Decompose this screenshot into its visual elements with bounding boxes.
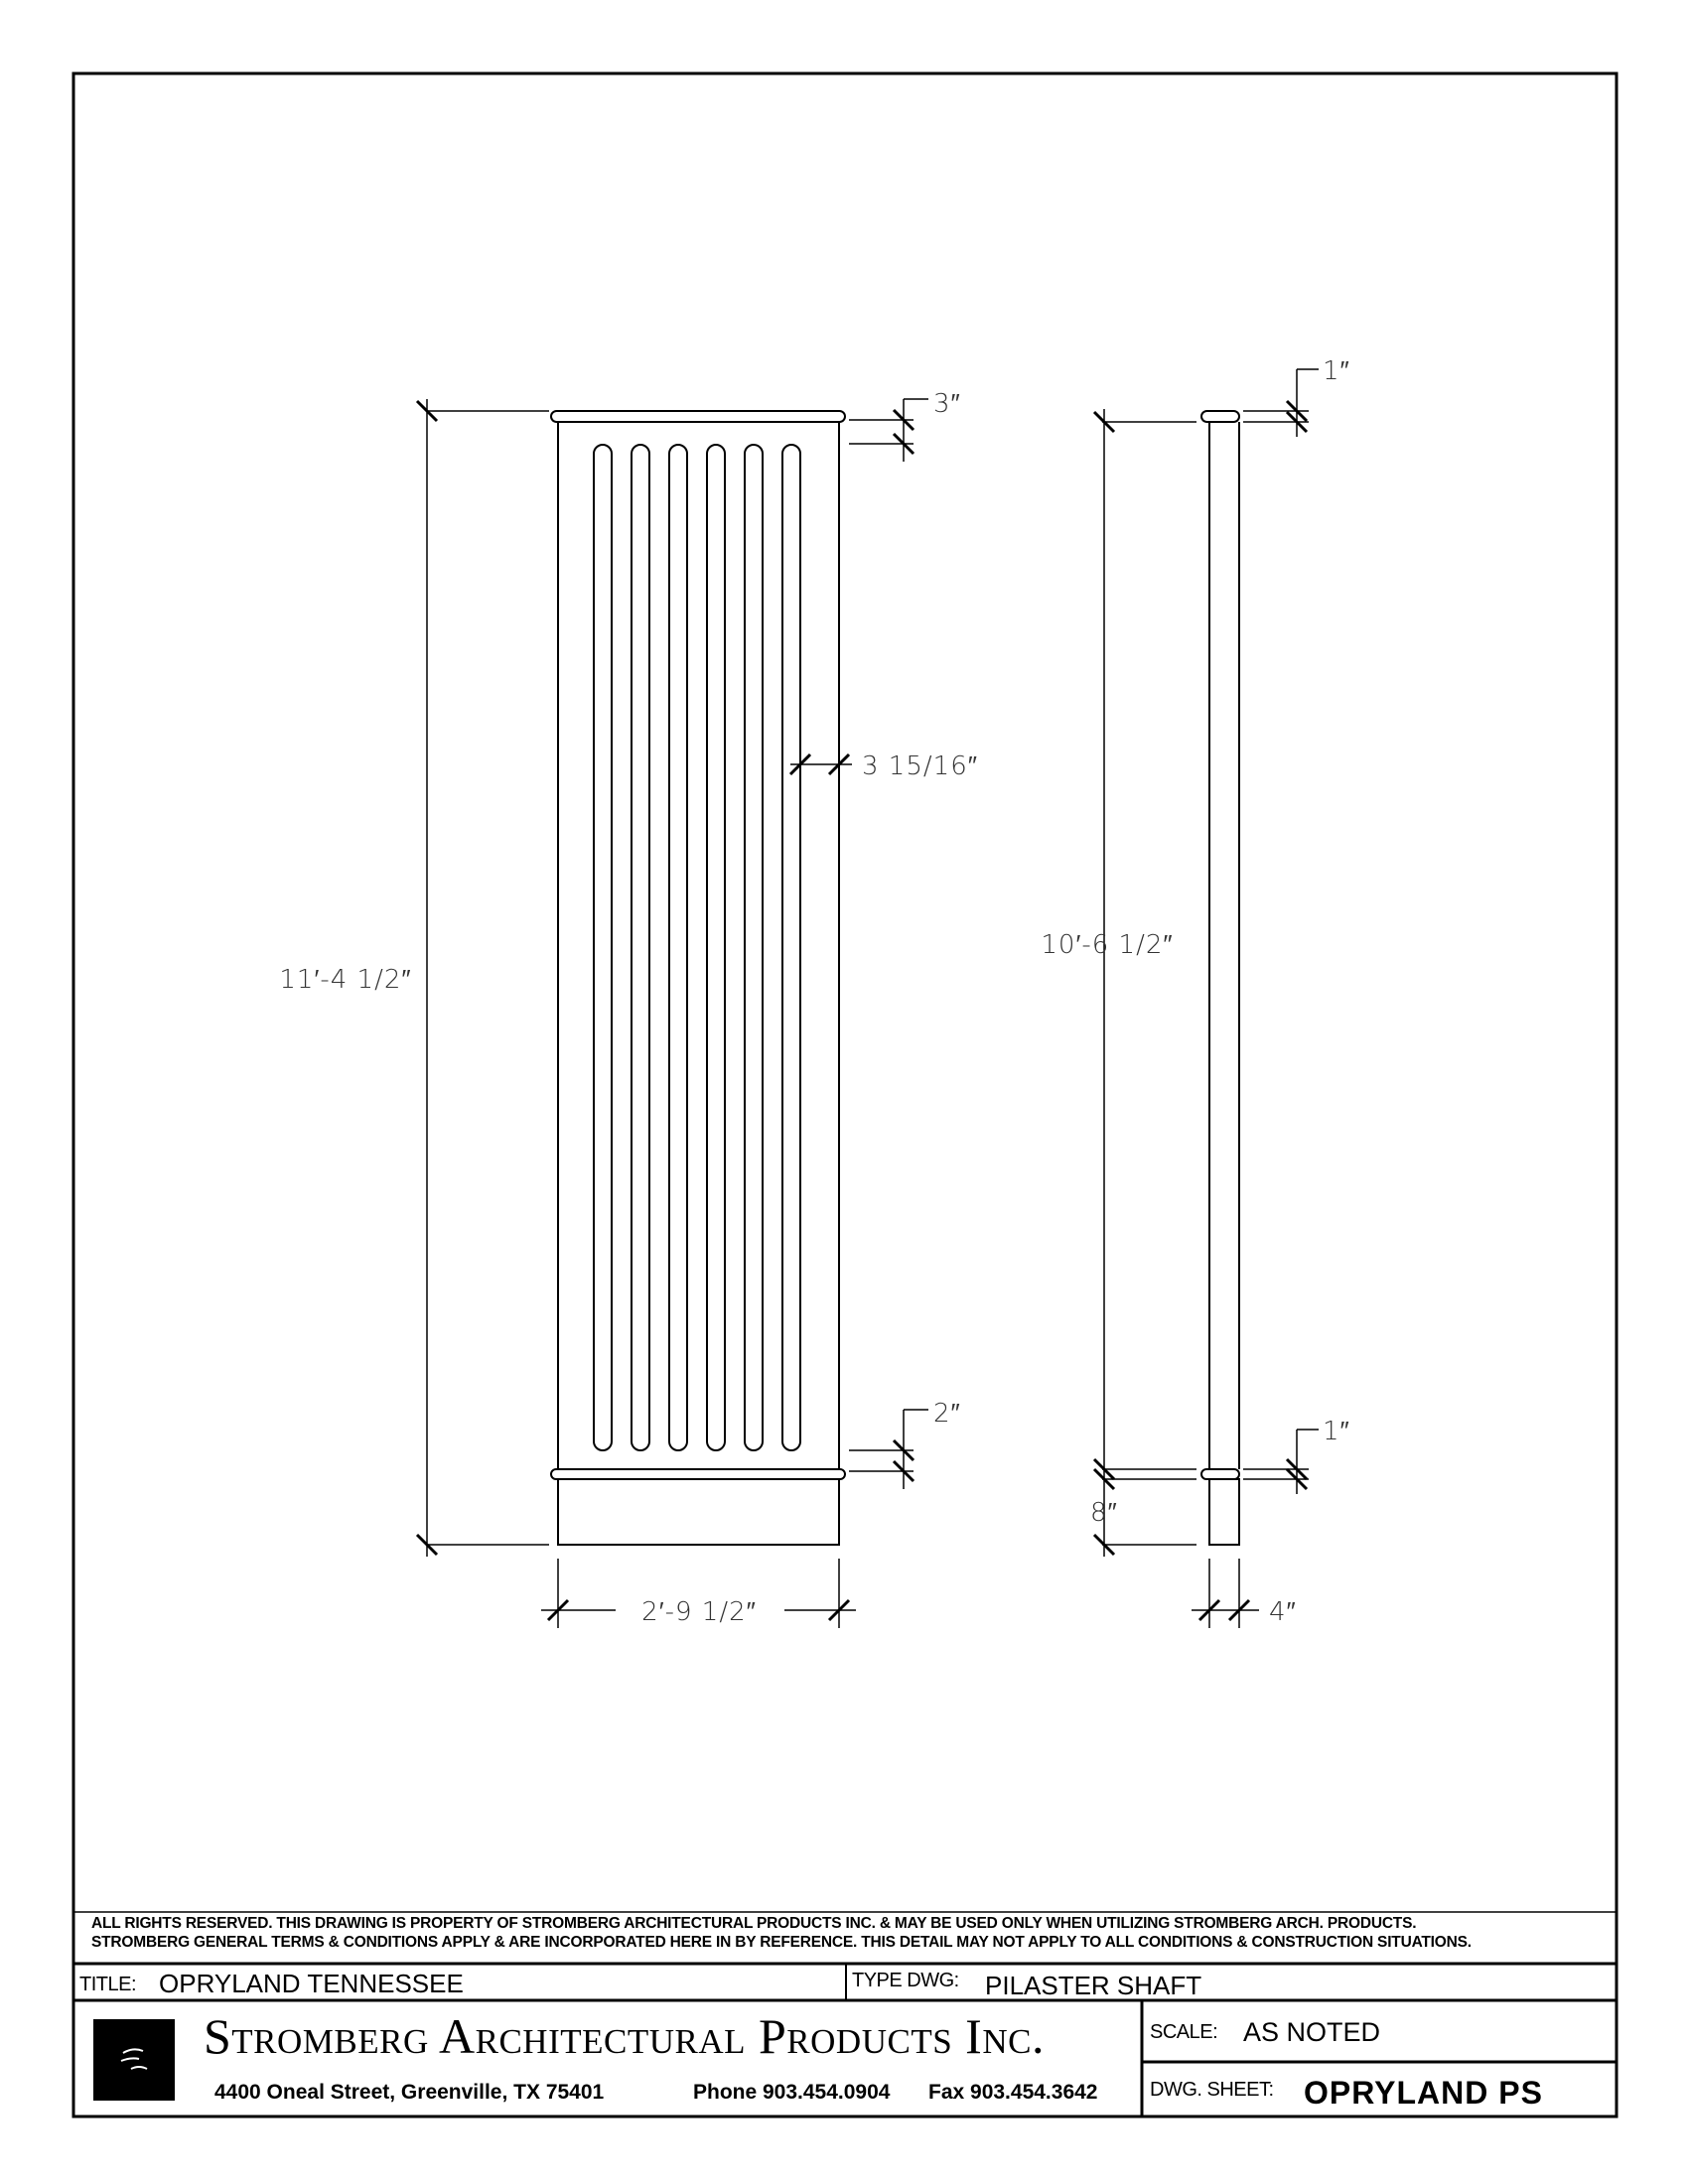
dim-side-bottom: 1″ [1323,1417,1350,1446]
flutes [594,445,800,1450]
title-value: OPRYLAND TENNESSEE [159,1969,464,1998]
type-value: PILASTER SHAFT [985,1971,1202,2000]
company-logo [93,2019,175,2101]
front-base [558,1479,839,1545]
company-address: 4400 Oneal Street, Greenville, TX 75401 [214,2081,605,2104]
notice-line-2: STROMBERG GENERAL TERMS & CONDITIONS APPLY & ARE INCORPORATED HERE IN BY REFERENCE. THIS DETAIL MAY NOT APPLY TO ALL CONDITIONS & CONSTRUCTION SITUATIONS. [91,1934,1472,1951]
notice-line-1: ALL RIGHTS RESERVED. THIS DRAWING IS PROPERTY OF STROMBERG ARCHITECTURAL PRODUCTS INC. & MAY BE USED ONLY WHEN UTILIZING STROMBERG ARCH. PRODUCTS. [91,1915,1417,1932]
sheet-label: DWG. SHEET: [1150,2079,1274,2101]
dim-side-height: 10′-6 1/2″ [1041,930,1174,960]
company-phone: Phone 903.454.0904 [693,2081,891,2104]
sheet-value: OPRYLAND PS [1304,2075,1543,2111]
dim-top-band: 3″ [933,389,961,419]
flute [669,445,687,1450]
dim-flute-width: 3 15/16″ [862,751,978,781]
front-top-cap [551,411,845,422]
side-top-cap [1201,411,1239,422]
copyright-notice [91,1914,1611,1952]
side-dimensions [1094,369,1319,1628]
dim-side-top: 1″ [1323,356,1350,386]
front-elevation [551,411,845,1545]
logo-mark-icon [93,2019,175,2101]
company-name: Stromberg Architectural Products Inc. [204,2008,1045,2064]
flute [594,445,612,1450]
sheet-border [73,73,1617,2116]
dim-side-depth: 4″ [1269,1597,1297,1627]
scale-label: SCALE: [1150,2021,1218,2043]
flute [707,445,725,1450]
company-fax: Fax 903.454.3642 [928,2081,1098,2104]
scale-value: AS NOTED [1243,2017,1381,2047]
dim-front-width: 2′-9 1/2″ [641,1597,757,1627]
flute [745,445,763,1450]
front-bottom-band [551,1469,845,1479]
dim-bottom-band: 2″ [933,1399,961,1429]
side-elevation [1201,411,1239,1545]
dim-side-base: 8″ [1090,1498,1118,1528]
side-bottom-band [1201,1469,1239,1479]
side-base [1209,1479,1239,1545]
flute [632,445,649,1450]
title-label: TITLE: [79,1974,137,1995]
flute [782,445,800,1450]
front-dimensions [417,399,928,1628]
type-label: TYPE DWG: [852,1970,959,1991]
dim-front-height: 11′-4 1/2″ [279,965,412,995]
